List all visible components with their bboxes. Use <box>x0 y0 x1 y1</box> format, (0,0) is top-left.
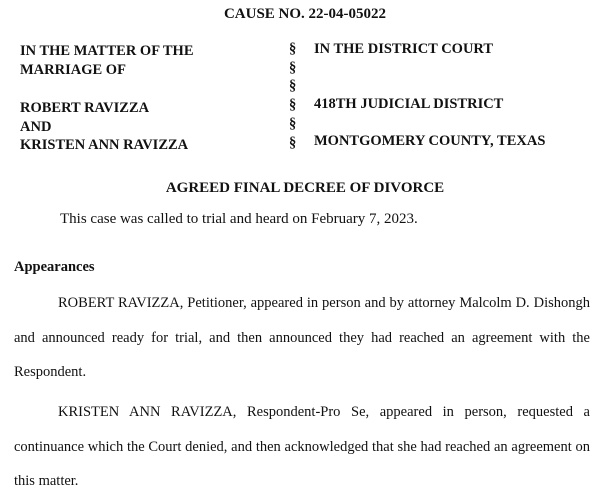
caption-court: IN THE DISTRICT COURT <box>314 41 494 57</box>
cause-number: CAUSE NO. 22-04-05022 <box>223 6 387 22</box>
caption-county: MONTGOMERY COUNTY, TEXAS <box>314 133 546 149</box>
caption-left-line-and: AND <box>20 119 52 135</box>
intro-sentence: This case was called to trial and heard on February 7, 2023. <box>60 211 418 227</box>
section-symbol: § <box>289 135 297 151</box>
section-symbol: § <box>289 60 297 76</box>
respondent-appearance-paragraph: KRISTEN ANN RAVIZZA, Respondent-Pro Se, appeared in person, requested a continuance which the Court denied, and then acknowledged that she had reached an agreement on this matter. <box>14 404 590 489</box>
petitioner-appearance-paragraph: ROBERT RAVIZZA, Petitioner, appeared in person and by attorney Malcolm D. Dishongh and announced ready for trial, and then announced they had reached an agreement with the Respondent. <box>14 295 590 380</box>
decree-title: AGREED FINAL DECREE OF DIVORCE <box>165 180 445 196</box>
caption-district: 418TH JUDICIAL DISTRICT <box>314 96 504 112</box>
caption-left-line-2: MARRIAGE OF <box>20 62 126 78</box>
caption-left-line-respondent: KRISTEN ANN RAVIZZA <box>20 137 189 153</box>
section-symbol: § <box>289 78 297 94</box>
caption-left-line-petitioner: ROBERT RAVIZZA <box>20 100 150 116</box>
section-symbol: § <box>289 116 297 132</box>
caption-left-line-1: IN THE MATTER OF THE <box>20 43 194 59</box>
section-symbol: § <box>289 97 297 113</box>
section-symbol: § <box>289 41 297 57</box>
appearances-heading: Appearances <box>14 259 95 275</box>
